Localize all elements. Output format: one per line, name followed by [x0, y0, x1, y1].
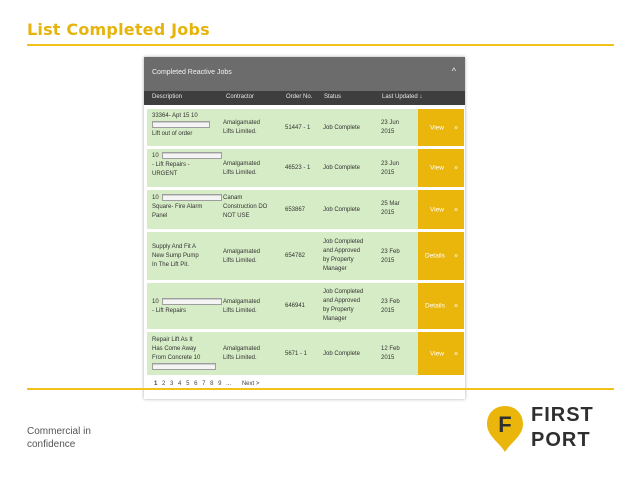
description-cell — [152, 298, 222, 316]
status-cell: Job Complete — [323, 125, 361, 131]
page-link[interactable]: 8 — [210, 381, 214, 387]
column-description[interactable]: Description — [152, 94, 183, 100]
date-line: 25 Mar — [381, 201, 400, 207]
last-updated-cell — [381, 345, 400, 363]
panel-header[interactable] — [144, 57, 465, 91]
redacted-field — [162, 194, 222, 201]
slide-title: List Completed Jobs — [27, 20, 210, 39]
order-no-cell: 46523 - 1 — [285, 165, 311, 171]
pagination — [154, 381, 262, 387]
action-label: View — [430, 164, 444, 172]
order-no-cell: 646941 — [285, 303, 306, 309]
column-last-updated[interactable]: Last Updated ↓ — [382, 94, 423, 100]
last-updated-cell — [381, 160, 399, 178]
contractor-line: Lifts Limited. — [223, 129, 257, 135]
confidentiality-note — [27, 425, 91, 451]
date-line: 2015 — [381, 308, 395, 314]
last-updated-cell — [381, 119, 399, 137]
contractor-line: Amalgamated — [223, 249, 261, 255]
status-line: and Approved — [323, 298, 361, 304]
date-line: 2015 — [381, 355, 395, 361]
details-button[interactable] — [418, 232, 464, 280]
footer-line: Commercial in — [27, 426, 91, 437]
double-chevron-right-icon: » — [454, 124, 458, 131]
description-line: Repair Lift As It — [152, 337, 193, 343]
description-line: Supply And Fit A — [152, 244, 197, 250]
table-row — [147, 283, 464, 331]
contractor-cell — [223, 345, 260, 363]
table-header — [144, 91, 465, 105]
firstport-logo — [483, 401, 623, 459]
status-cell: Job Complete — [323, 351, 361, 357]
contractor-cell — [223, 160, 260, 178]
column-order-no[interactable]: Order No. — [286, 94, 313, 100]
page-link-ellipsis[interactable]: ... — [226, 381, 232, 387]
date-line: 23 Feb — [381, 299, 400, 305]
completed-jobs-panel — [144, 57, 465, 399]
description-line: - Lift Repairs — [152, 308, 187, 315]
contractor-cell — [223, 194, 267, 221]
contractor-cell — [223, 298, 260, 316]
description-line: 33364- Apt 15 10 — [152, 113, 198, 119]
date-line: 2015 — [381, 210, 395, 216]
contractor-line: Amalgamated — [223, 346, 261, 352]
redacted-field — [162, 152, 222, 159]
action-label: View — [430, 206, 444, 213]
double-chevron-right-icon: » — [454, 206, 458, 213]
logo-mark-letter: F — [498, 412, 512, 437]
status-line: and Approved — [323, 248, 361, 254]
contractor-line: Lifts Limited. — [223, 355, 257, 361]
contractor-line: Amalgamated — [223, 299, 261, 305]
page-link[interactable]: 7 — [202, 381, 206, 387]
logo-word-port: PORT — [531, 429, 591, 451]
redacted-field — [152, 363, 216, 370]
last-updated-cell — [381, 298, 400, 316]
view-button[interactable] — [418, 190, 464, 229]
description-line: Square- Fire Alarm — [152, 204, 203, 211]
status-line: Manager — [323, 316, 347, 322]
status-line: Job Completed — [323, 239, 364, 245]
redacted-field — [152, 121, 210, 128]
order-no-cell: 654782 — [285, 253, 306, 259]
description-line: Panel — [152, 213, 168, 220]
order-no-cell: 51447 - 1 — [285, 125, 311, 131]
footer-divider — [27, 388, 614, 390]
description-cell — [152, 152, 222, 179]
description-cell — [152, 194, 222, 221]
date-line: 12 Feb — [381, 346, 400, 352]
double-chevron-right-icon: » — [454, 164, 458, 172]
action-label: Details — [425, 302, 445, 310]
order-no-cell: 5671 - 1 — [285, 351, 308, 357]
status-cell: Job Complete — [323, 207, 361, 213]
date-line: 2015 — [381, 129, 395, 135]
contractor-cell — [223, 119, 260, 137]
column-status[interactable]: Status — [324, 94, 342, 100]
page-link[interactable]: 9 — [218, 381, 222, 387]
logo-word-first: FIRST — [531, 404, 594, 426]
action-label: Details — [425, 252, 445, 260]
contractor-line: Construction DO — [223, 204, 268, 210]
contractor-line: Canam — [223, 195, 243, 201]
description-cell — [152, 336, 216, 372]
date-line: 23 Jun — [381, 161, 400, 167]
contractor-line: Lifts Limited. — [223, 170, 257, 176]
double-chevron-right-icon: » — [454, 302, 458, 310]
title-divider — [27, 44, 614, 46]
description-line: Lift out of order — [152, 131, 193, 138]
page-link[interactable]: 5 — [186, 381, 190, 387]
description-line: 10 — [152, 299, 159, 306]
contractor-line: Amalgamated — [223, 161, 261, 167]
contractor-line: NOT USE — [223, 213, 250, 219]
status-cell — [323, 288, 363, 324]
contractor-line: Lifts Limited. — [223, 308, 257, 314]
last-updated-cell — [381, 248, 400, 266]
collapse-chevron-icon[interactable]: ^ — [451, 66, 456, 76]
date-line: 23 Jun — [381, 120, 400, 126]
redacted-field — [162, 298, 222, 305]
action-label: View — [430, 124, 444, 131]
date-line: 23 Feb — [381, 249, 400, 255]
contractor-line: Amalgamated — [223, 120, 261, 126]
double-chevron-right-icon: » — [454, 350, 458, 357]
footer-line: confidence — [27, 439, 76, 450]
description-line: 10 — [152, 195, 159, 202]
double-chevron-right-icon: » — [454, 252, 458, 260]
description-line: In The Lift Pit. — [152, 262, 189, 268]
description-line: From Concrete 10 — [152, 355, 201, 361]
view-button[interactable] — [418, 332, 464, 375]
description-line: URGENT — [152, 171, 178, 178]
page-link[interactable]: 3 — [170, 381, 174, 387]
view-button[interactable] — [418, 149, 464, 187]
contractor-line: Lifts Limited. — [223, 258, 257, 264]
action-label: View — [430, 350, 444, 357]
status-cell — [323, 238, 363, 274]
order-no-cell: 653867 — [285, 207, 306, 213]
status-line: by Property — [323, 257, 354, 263]
panel-title: Completed Reactive Jobs — [152, 69, 232, 76]
date-line: 2015 — [381, 170, 395, 176]
page-link[interactable]: 2 — [162, 381, 166, 387]
status-cell: Job Complete — [323, 165, 361, 171]
page-link[interactable]: 4 — [178, 381, 182, 387]
details-button[interactable] — [418, 283, 464, 329]
table-row — [147, 332, 464, 377]
status-line: Manager — [323, 266, 347, 272]
description-line: New Sump Pump — [152, 253, 199, 259]
description-line: - Lift Repairs - — [152, 162, 190, 169]
page-link[interactable]: 6 — [194, 381, 198, 387]
status-line: Job Completed — [323, 289, 364, 295]
status-line: by Property — [323, 307, 354, 313]
last-updated-cell — [381, 200, 400, 218]
column-contractor[interactable]: Contractor — [226, 94, 255, 100]
view-button[interactable] — [418, 109, 464, 146]
next-page-link[interactable]: Next > — [241, 381, 260, 387]
table-row — [147, 190, 464, 231]
date-line: 2015 — [381, 258, 395, 264]
page-link[interactable]: 1 — [154, 381, 158, 387]
description-cell — [152, 112, 210, 139]
table-row — [147, 232, 464, 282]
table-row — [147, 149, 464, 189]
description-line: 10 — [152, 153, 159, 160]
table-row — [147, 109, 464, 148]
contractor-cell — [223, 248, 260, 266]
description-cell — [152, 243, 199, 270]
description-line: Has Come Away — [152, 346, 197, 352]
logo-pin-icon — [485, 404, 525, 454]
